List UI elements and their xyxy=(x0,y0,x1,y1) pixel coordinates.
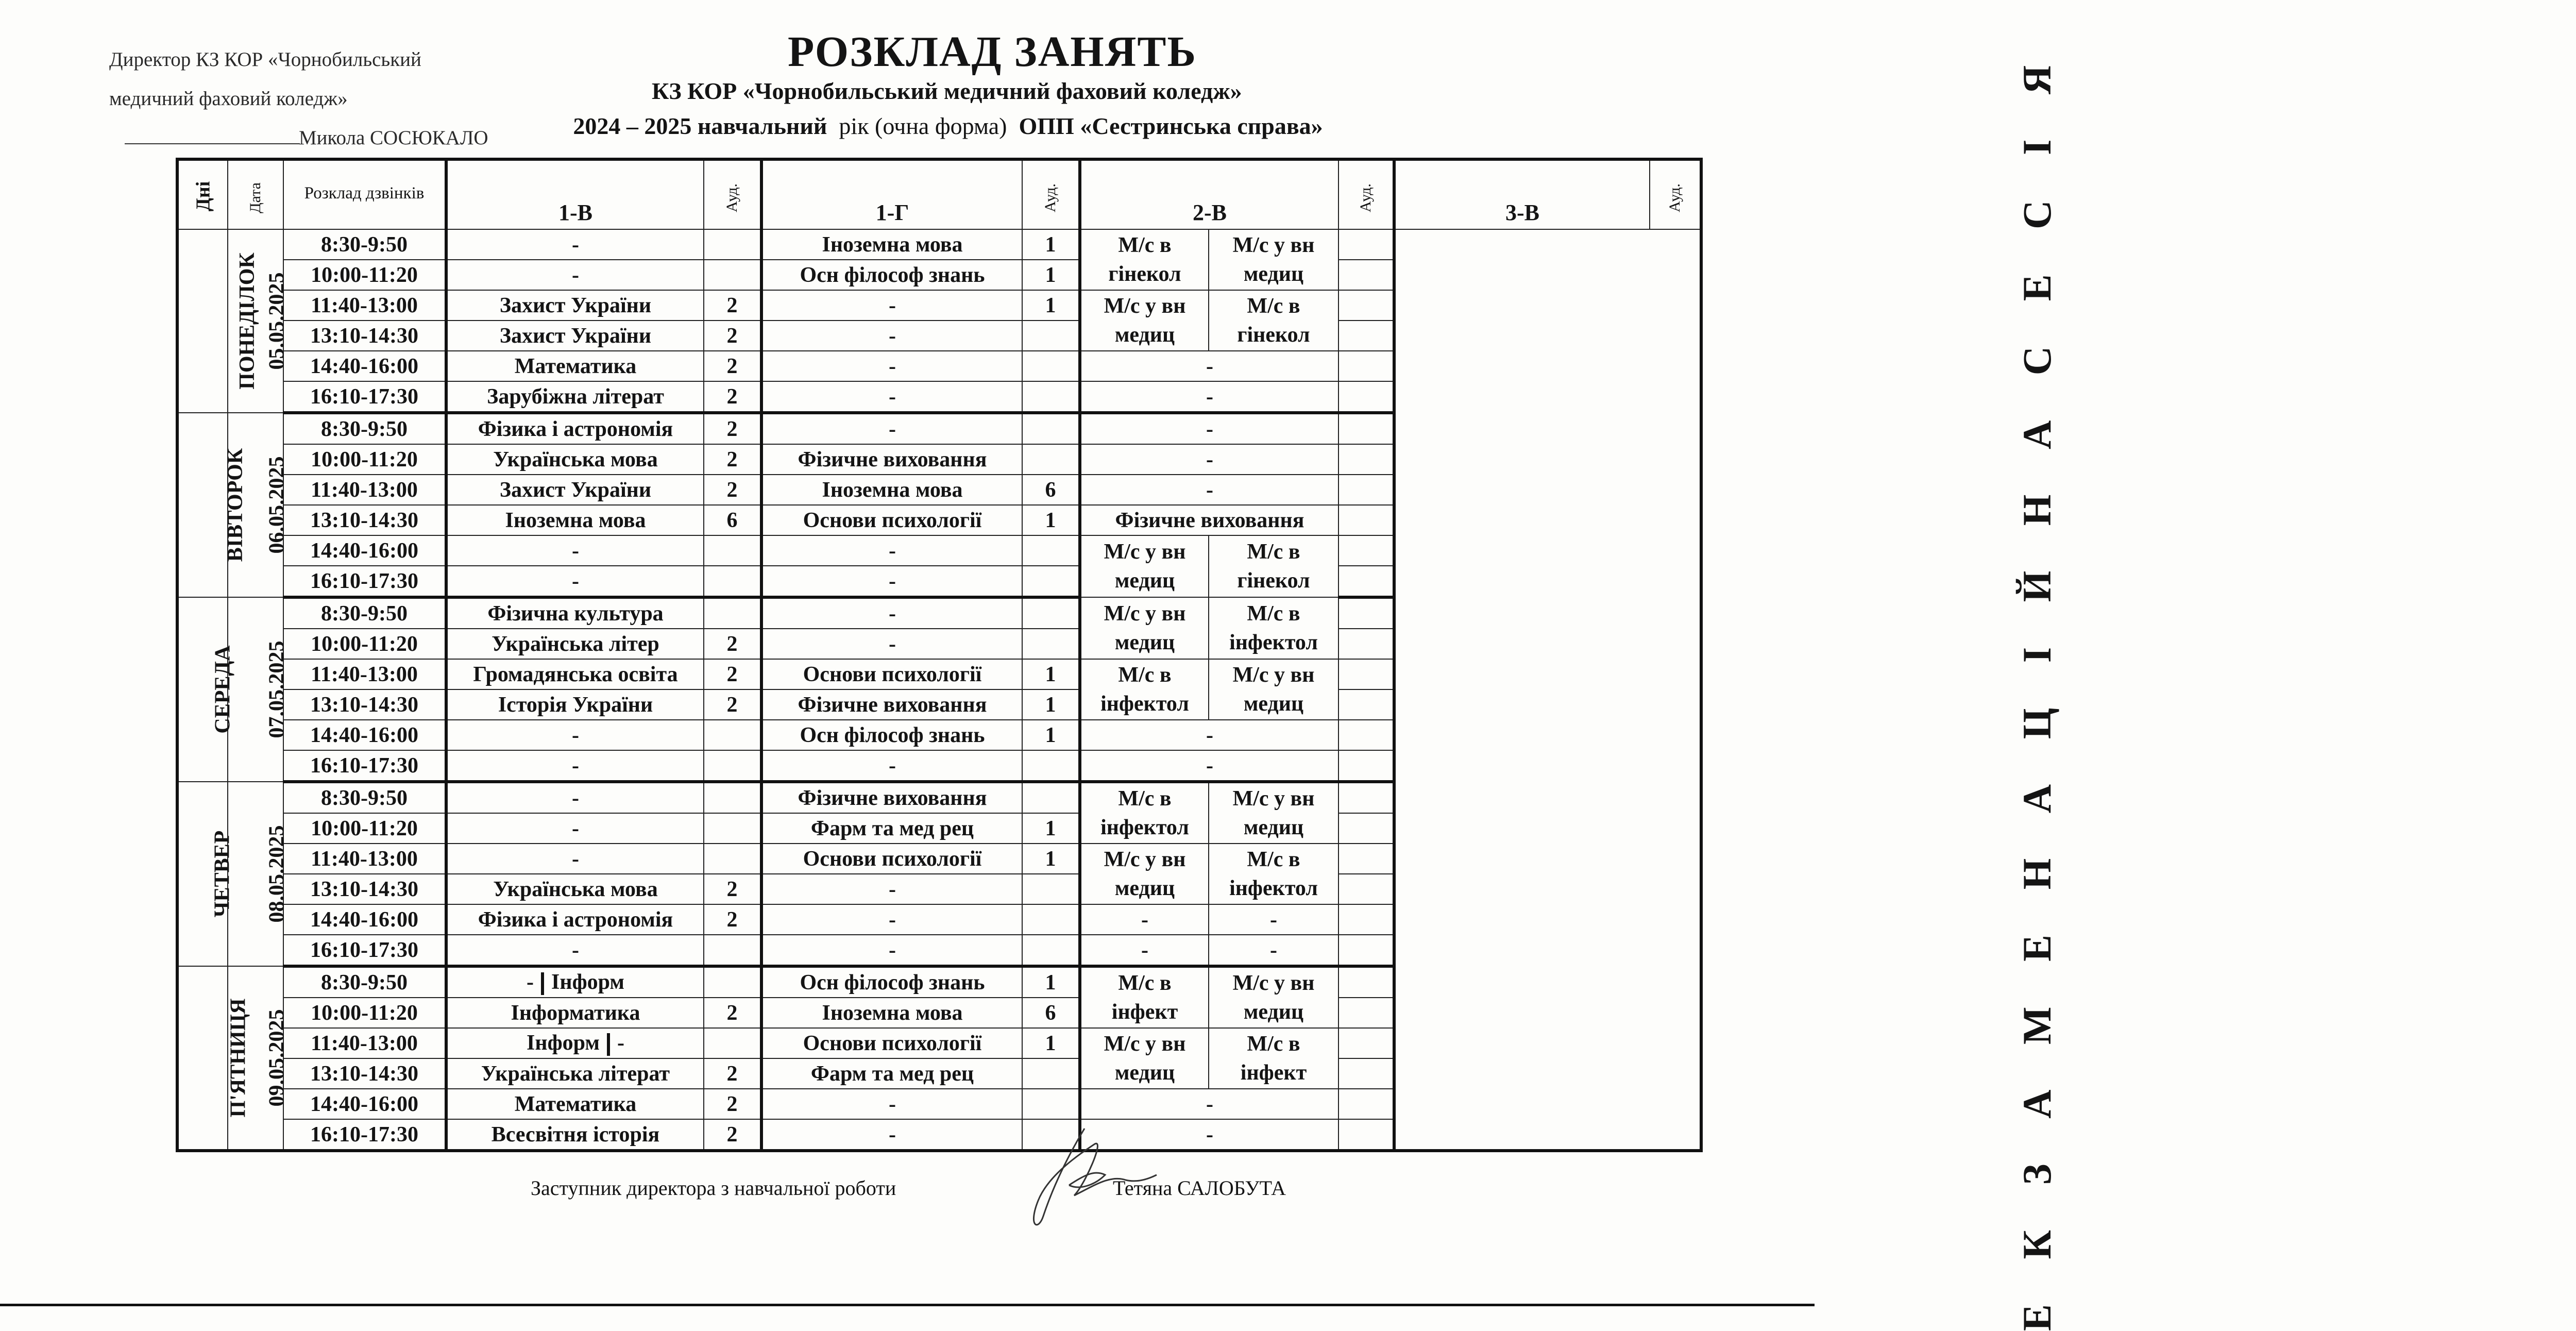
subject-1g: - xyxy=(761,874,1022,904)
footer-position: Заступник директора з навчальної роботи xyxy=(531,1176,896,1200)
subject-1g: Іноземна мова xyxy=(761,998,1022,1028)
subject-2v-sub1 xyxy=(1080,844,1209,904)
subject-1g: - xyxy=(761,904,1022,935)
aud-2v xyxy=(1338,720,1394,750)
bell-time: 13:10-14:30 xyxy=(283,505,446,535)
aud-1v xyxy=(704,229,761,260)
subject-1g: - xyxy=(761,1119,1022,1151)
subject-1v: Українська мова xyxy=(446,874,704,904)
day-label: ВІВТОРОК xyxy=(224,448,248,562)
aud-1g: 1 xyxy=(1022,1028,1080,1058)
subject-2v-sub2 xyxy=(1209,535,1338,597)
aud-2v xyxy=(1338,535,1394,566)
bottom-border xyxy=(0,1304,1815,1306)
subject-2v-sub1 xyxy=(1080,229,1209,290)
aud-1v: 2 xyxy=(704,444,761,475)
bell-time: 13:10-14:30 xyxy=(283,321,446,351)
aud-1v xyxy=(704,844,761,874)
subject-1g: - xyxy=(761,290,1022,321)
cell-line: інфектол xyxy=(1229,877,1318,900)
aud-2v xyxy=(1338,597,1394,629)
aud-1v xyxy=(704,720,761,750)
subject-1v: Фізика і астрономія xyxy=(446,413,704,444)
header-group-1g: 1-Г xyxy=(761,159,1022,229)
subject-2v-sub1: - xyxy=(1080,904,1209,935)
aud-1v: 2 xyxy=(704,1119,761,1151)
bell-time: 16:10-17:30 xyxy=(283,1119,446,1151)
subject-2v-sub2 xyxy=(1209,659,1338,720)
subject-1v: - xyxy=(446,535,704,566)
bell-time: 11:40-13:00 xyxy=(283,844,446,874)
page-title: РОЗКЛАД ЗАНЯТЬ xyxy=(787,28,1197,76)
subject-1v: Інформатика xyxy=(446,998,704,1028)
split-subject-cell xyxy=(446,1028,704,1058)
split-divider xyxy=(541,972,544,995)
day-label: СЕРЕДА xyxy=(211,645,235,734)
split-part: Інформ xyxy=(527,1031,600,1055)
aud-1v: 2 xyxy=(704,629,761,659)
date-label: 08.05.2025 xyxy=(265,825,289,923)
aud-1g: 1 xyxy=(1022,720,1080,750)
date-label: 05.05.2025 xyxy=(265,272,289,370)
aud-1g xyxy=(1022,321,1080,351)
header-aud-2: Ауд. xyxy=(1022,159,1080,229)
subject-2v: - xyxy=(1080,413,1338,444)
bell-time: 13:10-14:30 xyxy=(283,1058,446,1089)
aud-1g xyxy=(1022,597,1080,629)
bell-time: 16:10-17:30 xyxy=(283,935,446,966)
program-name: ОПП «Сестринська справа» xyxy=(1019,113,1323,139)
subject-1v: Українська літер xyxy=(446,629,704,659)
aud-2v xyxy=(1338,782,1394,813)
subject-1v: Математика xyxy=(446,351,704,381)
aud-2v xyxy=(1338,998,1394,1028)
split-subject-cell xyxy=(446,966,704,998)
subject-1v: Іноземна мова xyxy=(446,505,704,535)
header-group-1v: 1-В xyxy=(446,159,704,229)
subject-2v-sub1 xyxy=(1080,1028,1209,1089)
header-aud-1: Ауд. xyxy=(704,159,761,229)
bell-time: 16:10-17:30 xyxy=(283,566,446,597)
aud-1v: 2 xyxy=(704,689,761,720)
cell-line: інфектол xyxy=(1229,631,1318,654)
cell-line: інфектол xyxy=(1100,816,1189,839)
subject-2v: - xyxy=(1080,720,1338,750)
aud-2v xyxy=(1338,1028,1394,1058)
header-row xyxy=(177,159,1701,229)
subject-2v-sub1 xyxy=(1080,659,1209,720)
approval-line-1: Директор КЗ КОР «Чорнобильський xyxy=(109,48,421,71)
aud-1g: 1 xyxy=(1022,290,1080,321)
aud-1v: 2 xyxy=(704,904,761,935)
aud-1g xyxy=(1022,413,1080,444)
cell-line: інфект xyxy=(1240,1061,1307,1085)
aud-1v xyxy=(704,260,761,290)
subject-1g: Фізичне виховання xyxy=(761,782,1022,813)
cell-line: гінекол xyxy=(1237,569,1310,593)
aud-2v xyxy=(1338,629,1394,659)
aud-1v xyxy=(704,782,761,813)
bell-time: 10:00-11:20 xyxy=(283,629,446,659)
bell-time: 8:30-9:50 xyxy=(283,229,446,260)
subject-1g: - xyxy=(761,597,1022,629)
approval-line-3: Микола СОСЮКАЛО xyxy=(299,127,488,149)
subject-1g: - xyxy=(761,566,1022,597)
aud-2v xyxy=(1338,444,1394,475)
subject-1v: - xyxy=(446,720,704,750)
cell-line: інфект xyxy=(1111,1000,1178,1024)
aud-1v: 6 xyxy=(704,505,761,535)
bell-time: 16:10-17:30 xyxy=(283,381,446,413)
cell-line: М/с у вн xyxy=(1232,233,1315,257)
cell-line: гінекол xyxy=(1237,323,1310,347)
subject-2v-sub2 xyxy=(1209,844,1338,904)
aud-1g xyxy=(1022,535,1080,566)
cell-line: М/с у вн xyxy=(1232,971,1315,995)
subject-2v: - xyxy=(1080,1119,1338,1151)
subject-1v: Захист України xyxy=(446,290,704,321)
aud-2v xyxy=(1338,689,1394,720)
bell-time: 13:10-14:30 xyxy=(283,874,446,904)
schedule-row xyxy=(177,229,1701,260)
day-name xyxy=(177,229,259,413)
subject-2v-sub2 xyxy=(1209,1028,1338,1089)
aud-1v: 2 xyxy=(704,351,761,381)
aud-1v: 2 xyxy=(704,475,761,505)
aud-1v xyxy=(704,813,761,844)
subject-2v: Фізичне виховання xyxy=(1080,505,1338,535)
subject-1g: Фарм та мед рец xyxy=(761,813,1022,844)
aud-1v xyxy=(704,535,761,566)
subject-2v: - xyxy=(1080,444,1338,475)
subject-2v: - xyxy=(1080,1089,1338,1119)
cell-line: гінекол xyxy=(1108,262,1181,286)
aud-1v: 2 xyxy=(704,659,761,689)
subject-1v: Українська літерат xyxy=(446,1058,704,1089)
subject-1g: Осн філософ знань xyxy=(761,260,1022,290)
cell-line: медиц xyxy=(1114,877,1175,900)
aud-1g xyxy=(1022,1058,1080,1089)
subject-1v: - xyxy=(446,750,704,782)
cell-line: М/с у вн xyxy=(1232,787,1315,811)
subject-1g: Осн філософ знань xyxy=(761,966,1022,998)
aud-1g: 1 xyxy=(1022,260,1080,290)
cell-line: М/с у вн xyxy=(1104,602,1186,626)
aud-2v xyxy=(1338,844,1394,874)
cell-line: М/с в xyxy=(1118,663,1172,687)
subject-1g: Фарм та мед рец xyxy=(761,1058,1022,1089)
subject-2v-sub1 xyxy=(1080,966,1209,1028)
aud-1g: 1 xyxy=(1022,966,1080,998)
subject-1g: Осн філософ знань xyxy=(761,720,1022,750)
subject-1v: - xyxy=(446,566,704,597)
aud-2v xyxy=(1338,935,1394,966)
subject-2v-sub2 xyxy=(1209,290,1338,351)
day-date xyxy=(228,782,289,966)
aud-1g: 1 xyxy=(1022,689,1080,720)
subject-2v-sub1 xyxy=(1080,782,1209,844)
aud-1v xyxy=(704,1028,761,1058)
subject-1g: - xyxy=(761,1089,1022,1119)
cell-line: медиц xyxy=(1114,323,1175,347)
subject-2v-sub2 xyxy=(1209,782,1338,844)
aud-1v: 2 xyxy=(704,1089,761,1119)
cell-line: М/с в xyxy=(1247,294,1300,318)
header-group-3v: 3-В xyxy=(1394,159,1650,229)
bell-time: 10:00-11:20 xyxy=(283,444,446,475)
subject-1g: Основи психології xyxy=(761,1028,1022,1058)
cell-line: М/с у вн xyxy=(1104,540,1186,564)
subject-1v: Захист України xyxy=(446,321,704,351)
aud-1v xyxy=(704,566,761,597)
aud-2v xyxy=(1338,904,1394,935)
subject-1g: Фізичне виховання xyxy=(761,689,1022,720)
bell-time: 11:40-13:00 xyxy=(283,1028,446,1058)
aud-1v: 2 xyxy=(704,1058,761,1089)
aud-1g: 6 xyxy=(1022,475,1080,505)
college-name: КЗ КОР «Чорнобильський медичний фаховий коледж» xyxy=(652,78,1242,104)
split-part: Інформ xyxy=(551,970,624,994)
day-name xyxy=(177,597,235,782)
subject-1v: Математика xyxy=(446,1089,704,1119)
cell-line: М/с у вн xyxy=(1104,848,1186,871)
aud-1g xyxy=(1022,782,1080,813)
subject-2v: - xyxy=(1080,381,1338,413)
aud-2v xyxy=(1338,874,1394,904)
subject-2v-sub1 xyxy=(1080,597,1209,659)
subject-1g: - xyxy=(761,629,1022,659)
cell-line: М/с в xyxy=(1247,602,1300,626)
day-name xyxy=(177,413,248,597)
subject-1g: - xyxy=(761,935,1022,966)
aud-1g: 1 xyxy=(1022,813,1080,844)
day-label: П'ЯТНИЦЯ xyxy=(226,998,250,1118)
subject-2v-sub2 xyxy=(1209,966,1338,1028)
subject-1g: - xyxy=(761,321,1022,351)
day-label: ЧЕТВЕР xyxy=(210,830,234,918)
aud-2v xyxy=(1338,290,1394,321)
subject-1g: - xyxy=(761,750,1022,782)
cell-line: М/с в xyxy=(1247,1032,1300,1056)
aud-1g xyxy=(1022,381,1080,413)
subject-1v: Захист України xyxy=(446,475,704,505)
bell-time: 8:30-9:50 xyxy=(283,413,446,444)
aud-2v xyxy=(1338,505,1394,535)
bell-time: 8:30-9:50 xyxy=(283,597,446,629)
aud-1g xyxy=(1022,874,1080,904)
bell-time: 14:40-16:00 xyxy=(283,1089,446,1119)
aud-1g xyxy=(1022,566,1080,597)
aud-1v: 2 xyxy=(704,290,761,321)
subject-2v-sub1 xyxy=(1080,290,1209,351)
subject-2v-sub2 xyxy=(1209,229,1338,290)
subject-1v: - xyxy=(446,813,704,844)
cell-line: медиц xyxy=(1114,1061,1175,1085)
bell-time: 8:30-9:50 xyxy=(283,966,446,998)
aud-2v xyxy=(1338,1058,1394,1089)
aud-1v xyxy=(704,597,761,629)
aud-1v: 2 xyxy=(704,998,761,1028)
aud-2v xyxy=(1338,475,1394,505)
subject-1g: - xyxy=(761,535,1022,566)
bell-time: 16:10-17:30 xyxy=(283,750,446,782)
header-date: Дата xyxy=(228,159,283,229)
approval-line-2: медичний фаховий коледж» xyxy=(109,88,348,110)
cell-line: медиц xyxy=(1114,631,1175,654)
subject-1v: Зарубіжна літерат xyxy=(446,381,704,413)
aud-1v: 2 xyxy=(704,874,761,904)
aud-2v xyxy=(1338,1119,1394,1151)
subject-1v: Історія України xyxy=(446,689,704,720)
subject-2v: - xyxy=(1080,475,1338,505)
aud-1g xyxy=(1022,935,1080,966)
subject-2v-sub2: - xyxy=(1209,935,1338,966)
aud-2v xyxy=(1338,813,1394,844)
subject-1v: Всесвітня історія xyxy=(446,1119,704,1151)
subject-1v: Фізична культура xyxy=(446,597,704,629)
aud-2v xyxy=(1338,566,1394,597)
subject-1g: Основи психології xyxy=(761,844,1022,874)
subject-2v-sub1 xyxy=(1080,535,1209,597)
cell-line: медиц xyxy=(1243,262,1304,286)
bell-time: 10:00-11:20 xyxy=(283,260,446,290)
bell-time: 14:40-16:00 xyxy=(283,720,446,750)
exam-session-label: Е К З А М Е Н А Ц І Й Н А С Е С І Я xyxy=(2014,47,2060,1331)
bell-time: 14:40-16:00 xyxy=(283,351,446,381)
aud-2v xyxy=(1338,351,1394,381)
bell-time: 14:40-16:00 xyxy=(283,535,446,566)
aud-1v: 2 xyxy=(704,381,761,413)
subject-1g: Іноземна мова xyxy=(761,475,1022,505)
aud-2v xyxy=(1338,659,1394,689)
subject-1v: - xyxy=(446,260,704,290)
subject-1g: - xyxy=(761,413,1022,444)
subject-1v: Громадянська освіта xyxy=(446,659,704,689)
date-label: 07.05.2025 xyxy=(265,641,289,738)
aud-2v xyxy=(1338,321,1394,351)
aud-2v xyxy=(1338,229,1394,260)
footer-name: Тетяна САЛОБУТА xyxy=(1113,1176,1286,1200)
aud-1g xyxy=(1022,1089,1080,1119)
aud-2v xyxy=(1338,750,1394,782)
date-label: 09.05.2025 xyxy=(265,1009,289,1107)
date-label: 06.05.2025 xyxy=(265,456,289,554)
day-name xyxy=(177,966,250,1151)
subject-1g: - xyxy=(761,351,1022,381)
aud-1g xyxy=(1022,629,1080,659)
header-group-2v: 2-В xyxy=(1080,159,1338,229)
aud-1g xyxy=(1022,750,1080,782)
subject-2v-sub1: - xyxy=(1080,935,1209,966)
subject-2v: - xyxy=(1080,750,1338,782)
subject-1v: Фізика і астрономія xyxy=(446,904,704,935)
aud-1g xyxy=(1022,904,1080,935)
aud-1g xyxy=(1022,444,1080,475)
bell-time: 10:00-11:20 xyxy=(283,998,446,1028)
aud-2v xyxy=(1338,966,1394,998)
bell-time: 11:40-13:00 xyxy=(283,475,446,505)
aud-1v xyxy=(704,966,761,998)
signature-line xyxy=(125,143,300,144)
header-aud-3: Ауд. xyxy=(1338,159,1394,229)
aud-1g: 1 xyxy=(1022,505,1080,535)
cell-line: М/с у вн xyxy=(1232,663,1315,687)
study-form: рік (очна форма) xyxy=(839,113,1007,139)
academic-year: 2024 – 2025 навчальний xyxy=(573,113,827,139)
aud-1g: 6 xyxy=(1022,998,1080,1028)
aud-1g xyxy=(1022,351,1080,381)
aud-2v xyxy=(1338,260,1394,290)
cell-line: медиц xyxy=(1243,1000,1304,1024)
cell-line: медиц xyxy=(1243,816,1304,839)
subject-1g: Основи психології xyxy=(761,659,1022,689)
aud-2v xyxy=(1338,413,1394,444)
header-days: Дні xyxy=(177,159,228,229)
subject-1v: - xyxy=(446,782,704,813)
cell-line: медиц xyxy=(1114,569,1175,593)
subject-1v: Українська мова xyxy=(446,444,704,475)
subject-2v-sub2 xyxy=(1209,597,1338,659)
cell-line: М/с у вн xyxy=(1104,294,1186,318)
subject-2v: - xyxy=(1080,351,1338,381)
cell-line: М/с у вн xyxy=(1104,1032,1186,1056)
subject-1g: Основи психології xyxy=(761,505,1022,535)
subject-1g: - xyxy=(761,381,1022,413)
bell-time: 10:00-11:20 xyxy=(283,813,446,844)
bell-time: 14:40-16:00 xyxy=(283,904,446,935)
aud-1v: 2 xyxy=(704,321,761,351)
day-date xyxy=(228,597,289,782)
subject-1v: - xyxy=(446,229,704,260)
cell-line: М/с в xyxy=(1118,233,1172,257)
split-divider xyxy=(607,1033,610,1056)
cell-line: М/с в xyxy=(1118,787,1172,811)
bell-time: 8:30-9:50 xyxy=(283,782,446,813)
split-part: - xyxy=(527,970,534,994)
aud-2v xyxy=(1338,381,1394,413)
aud-1v: 2 xyxy=(704,413,761,444)
cell-line: М/с в xyxy=(1118,971,1172,995)
aud-1v xyxy=(704,750,761,782)
bell-time: 11:40-13:00 xyxy=(283,659,446,689)
aud-1v xyxy=(704,935,761,966)
header-aud-4: Ауд. xyxy=(1650,159,1701,229)
day-name xyxy=(177,782,234,966)
bell-time: 11:40-13:00 xyxy=(283,290,446,321)
day-label: ПОНЕДІЛОК xyxy=(235,252,259,390)
subject-2v-sub2: - xyxy=(1209,904,1338,935)
subject-1g: Фізичне виховання xyxy=(761,444,1022,475)
aud-1g: 1 xyxy=(1022,229,1080,260)
split-part: - xyxy=(617,1031,624,1055)
cell-line: інфектол xyxy=(1100,692,1189,716)
aud-1g: 1 xyxy=(1022,844,1080,874)
subject-1g: Іноземна мова xyxy=(761,229,1022,260)
bell-time: 13:10-14:30 xyxy=(283,689,446,720)
cell-line: М/с в xyxy=(1247,540,1300,564)
academic-year-line xyxy=(304,112,1592,140)
cell-line: М/с в xyxy=(1247,848,1300,871)
aud-2v xyxy=(1338,1089,1394,1119)
header-bells: Розклад дзвінків xyxy=(283,159,446,229)
subject-1v: - xyxy=(446,935,704,966)
subject-1v: - xyxy=(446,844,704,874)
aud-1g: 1 xyxy=(1022,659,1080,689)
cell-line: медиц xyxy=(1243,692,1304,716)
